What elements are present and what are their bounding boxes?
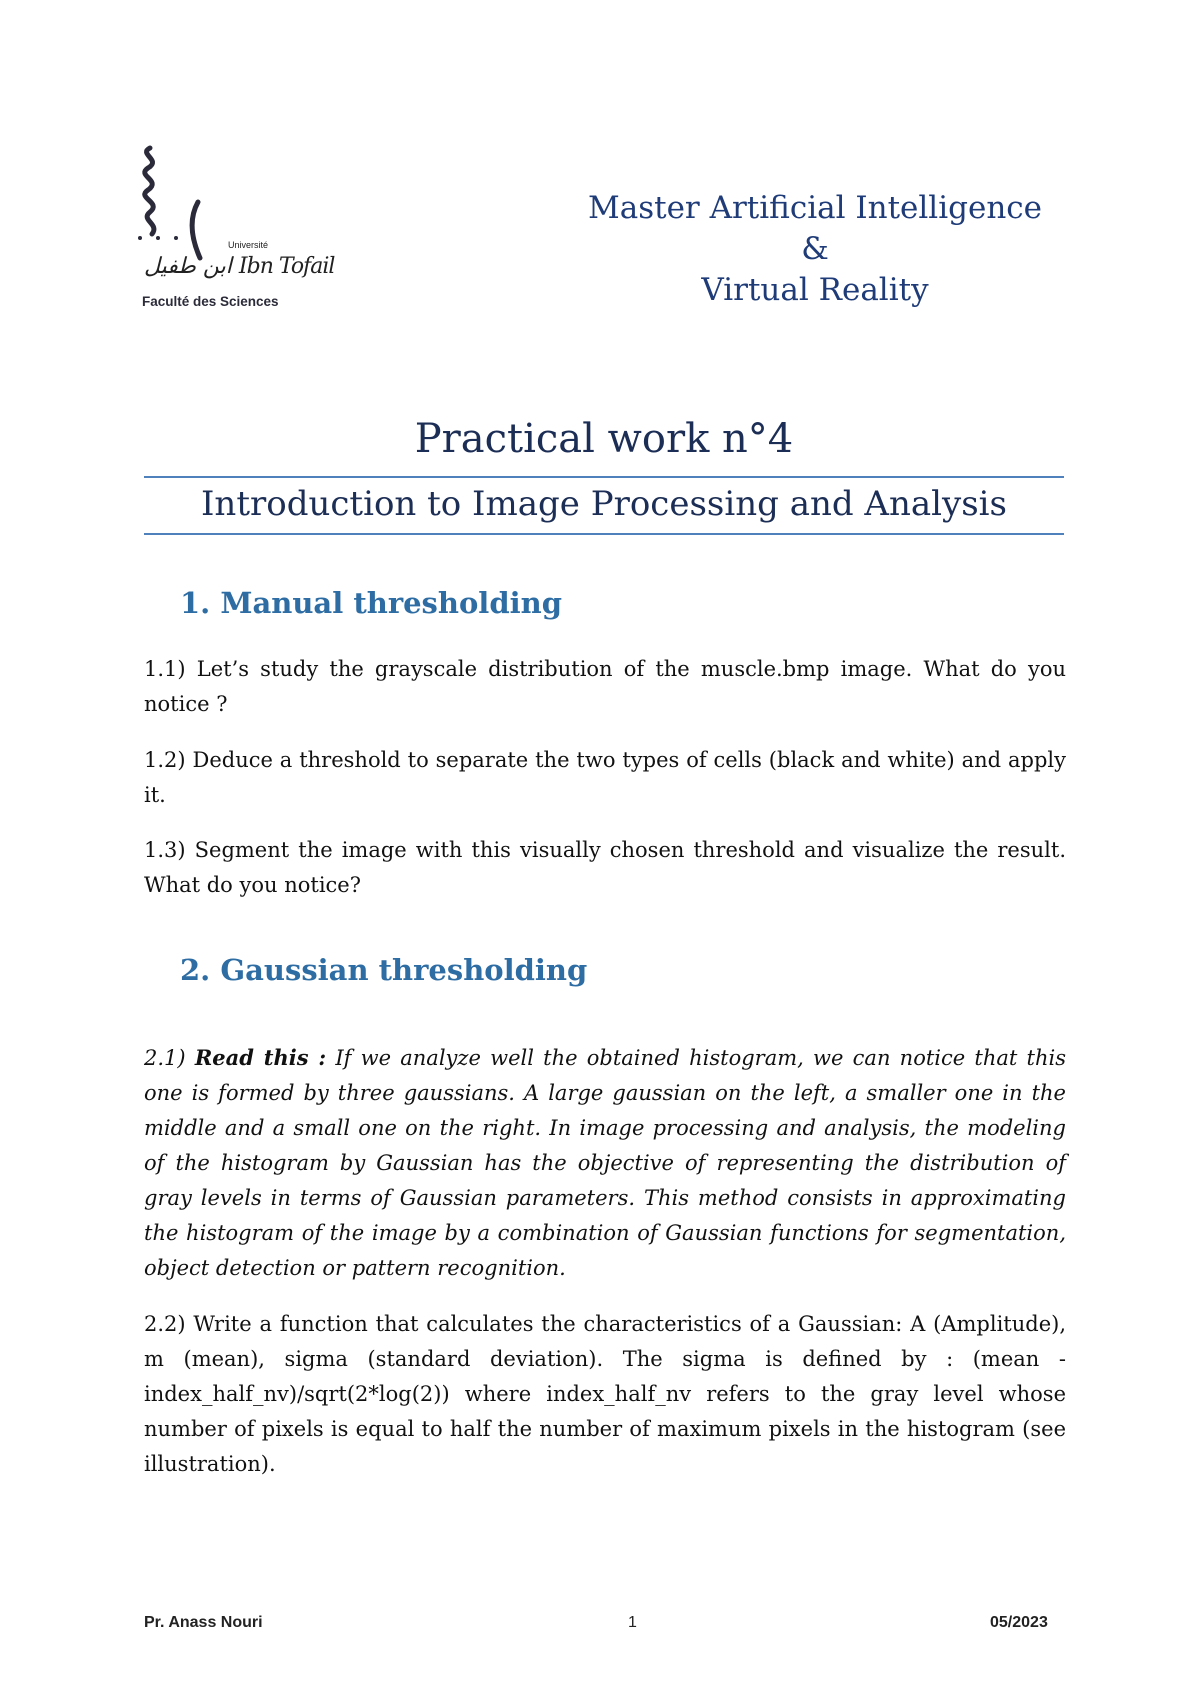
title-divider-top: [144, 476, 1064, 478]
logo-university-label: Université: [228, 240, 269, 250]
page-title: Practical work n°4: [414, 416, 794, 462]
question-1-2: 1.2) Deduce a threshold to separate the two types of cells (black and white) and apply it.: [144, 748, 1066, 807]
question-2-1: [144, 1040, 1066, 1286]
question-1-3: 1.3) Segment the image with this visually chosen threshold and visualize the result. What do you notice?: [144, 838, 1066, 897]
program-line-3: Virtual Reality: [701, 272, 929, 308]
section-heading-manual-thresholding: 1. Manual thresholding: [180, 586, 562, 620]
university-logo: [128, 140, 335, 325]
question-1-1: 1.1) Let’s study the grayscale distribution of the muscle.bmp image. What do you notice ?: [144, 657, 1066, 716]
footer-page-number: 1: [628, 1614, 637, 1631]
logo-script-text: ابن طفيل Ibn Tofail: [144, 254, 335, 279]
logo-faculty-name: Faculté des Sciences: [142, 294, 279, 309]
program-line-2: &: [801, 231, 829, 267]
question-2-1-lead: Read this :: [194, 1045, 327, 1070]
logo-emblem-icon: [128, 140, 298, 270]
question-2-1-number: 2.1): [144, 1046, 195, 1070]
program-line-1: Master Artificial Intelligence: [587, 190, 1042, 226]
title-divider-bottom: [144, 533, 1064, 535]
page-subtitle: Introduction to Image Processing and Analysis: [200, 484, 1008, 524]
footer-author: Pr. Anass Nouri: [144, 1614, 263, 1631]
footer-date: 05/2023: [990, 1614, 1048, 1631]
question-2-2: 2.2) Write a function that calculates the characteristics of a Gaussian: A (Amplitude), m (mean), sigma (standard deviation). The sigma is defined by : (mean - index_half_nv)/sqrt(2*log(2)) where index_half_nv refers to the gray level whose number of pixels is equal to half the number of maximum pixels in the histogram (see illustration).: [144, 1312, 1066, 1476]
question-2-1-text: If we analyze well the obtained histogram, we can notice that this one is formed by three gaussians. A large gaussian on the left, a smaller one in the middle and a small one on the right. In image processing and analysis, the modeling of the histogram by Gaussian has the objective of representing the distribution of gray levels in terms of Gaussian parameters. This method consists in approximating the histogram of the image by a combination of Gaussian functions for segmentation, object detection or pattern recognition.: [144, 1046, 1067, 1280]
program-header: [560, 188, 1070, 311]
section-heading-gaussian-thresholding: 2. Gaussian thresholding: [180, 953, 588, 987]
